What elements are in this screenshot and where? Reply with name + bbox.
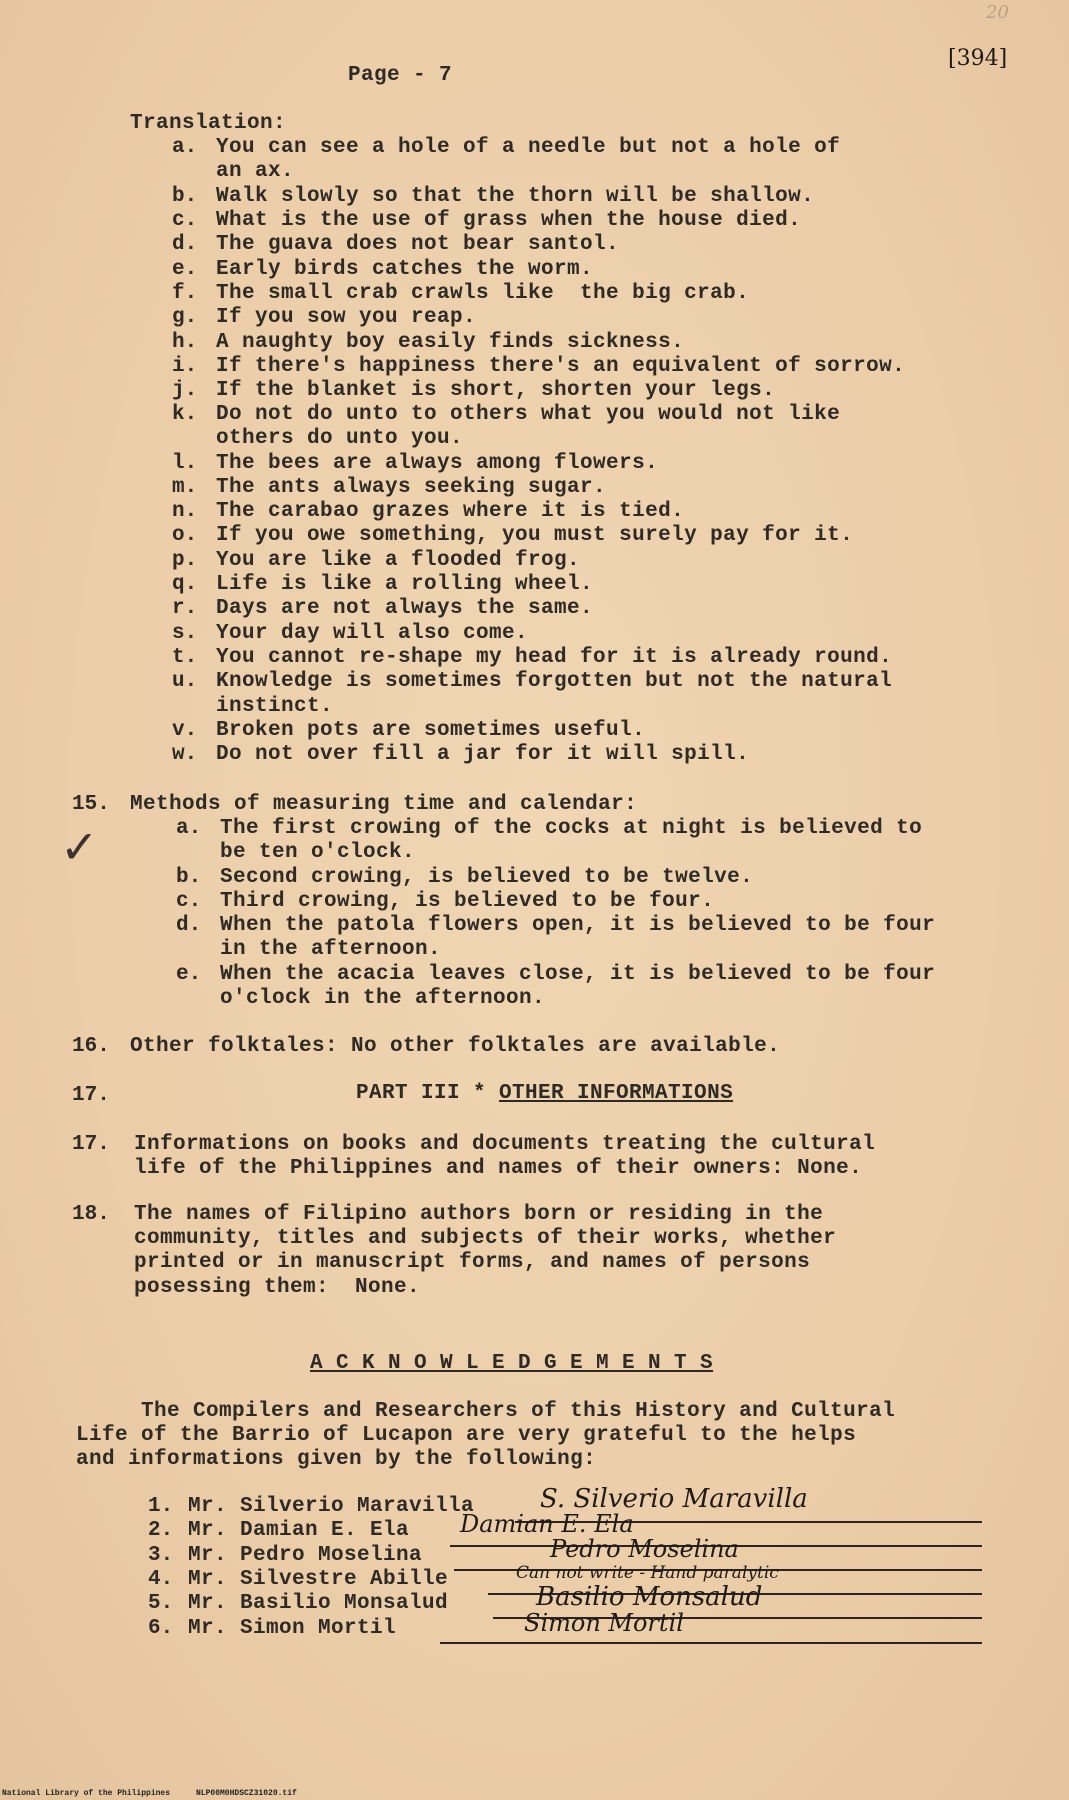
list-item-letter: p.	[172, 549, 198, 572]
list-item: Do not over fill a jar for it will spill.	[216, 743, 750, 766]
contributor-name: Mr. Damian E. Ela	[188, 1519, 410, 1542]
list-item: If there's happiness there's an equivalent of sorrow.	[216, 355, 906, 378]
signature: Can not write - Hand paralytic	[516, 1563, 779, 1583]
list-item-letter: c.	[172, 209, 198, 232]
section-number: 18.	[72, 1203, 110, 1226]
list-item-letter: t.	[172, 646, 198, 669]
list-item: When the patola flowers open, it is believed to be four	[220, 914, 936, 937]
list-item-letter: v.	[172, 719, 198, 742]
contributor-number: 2.	[148, 1519, 174, 1542]
list-item-letter: h.	[172, 331, 198, 354]
acknowledgements-title: A C K N O W L E D G E M E N T S	[310, 1352, 714, 1375]
section-16-text: Other folktales: No other folktales are available.	[130, 1035, 781, 1058]
acknowledgements-line: Life of the Barrio of Lucapon are very grateful to the helps	[76, 1424, 857, 1447]
section-18-line: community, titles and subjects of their works, whether	[134, 1227, 837, 1250]
list-item-letter: w.	[172, 743, 198, 766]
corner-scribble: 20	[986, 2, 1009, 23]
list-item: Early birds catches the worm.	[216, 258, 594, 281]
section-18-line: The names of Filipino authors born or residing in the	[134, 1203, 824, 1226]
page-title: Page - 7	[348, 64, 453, 87]
list-item-letter: a.	[176, 817, 202, 840]
list-item-letter: i.	[172, 355, 198, 378]
list-item-letter: b.	[172, 185, 198, 208]
list-item: Second crowing, is believed to be twelve.	[220, 866, 754, 889]
list-item: The guava does not bear santol.	[216, 233, 620, 256]
part-heading	[356, 1082, 733, 1106]
signature: Damian E. Ela	[460, 1510, 634, 1538]
list-item: Days are not always the same.	[216, 597, 594, 620]
section-number: 16.	[72, 1035, 110, 1058]
section-17-line: life of the Philippines and names of their owners: None.	[134, 1157, 863, 1180]
contributor-number: 6.	[148, 1617, 174, 1640]
signature-line	[440, 1642, 982, 1644]
list-item-letter: u.	[172, 670, 198, 693]
footer-filename: NLP00M0HDSCZ31020.tif	[196, 1789, 297, 1798]
list-item: instinct.	[216, 695, 334, 718]
contributor-name: Mr. Silvestre Abille	[188, 1568, 449, 1591]
list-item-letter: e.	[176, 963, 202, 986]
list-item-letter: l.	[172, 452, 198, 475]
list-item: Walk slowly so that the thorn will be shallow.	[216, 185, 815, 208]
signature: S. Silverio Maravilla	[540, 1484, 808, 1514]
section-17-line: Informations on books and documents treating the cultural	[134, 1133, 876, 1156]
list-item: o'clock in the afternoon.	[220, 987, 546, 1010]
signature: Simon Mortil	[524, 1609, 684, 1637]
list-item-letter: c.	[176, 890, 202, 913]
contributor-number: 3.	[148, 1544, 174, 1567]
list-item: Your day will also come.	[216, 622, 529, 645]
list-item-letter: q.	[172, 573, 198, 596]
list-item-letter: m.	[172, 476, 198, 499]
section-heading: Methods of measuring time and calendar:	[130, 793, 638, 816]
list-item: Third crowing, is believed to be four.	[220, 890, 715, 913]
list-item: be ten o'clock.	[220, 841, 416, 864]
contributor-number: 1.	[148, 1495, 174, 1518]
part-title: OTHER INFORMATIONS	[499, 1082, 734, 1105]
list-item: If you owe something, you must surely pay for it.	[216, 524, 854, 547]
section-number: 15.	[72, 793, 110, 816]
footer-library: National Library of the Philippines	[2, 1789, 171, 1798]
signature: Basilio Monsalud	[536, 1582, 763, 1612]
page-reference-mark: [394]	[948, 46, 1008, 71]
list-item: Do not do unto to others what you would not like	[216, 403, 841, 426]
section-number: 17.	[72, 1084, 110, 1107]
list-item: You are like a flooded frog.	[216, 549, 581, 572]
list-item: The carabao grazes where it is tied.	[216, 500, 685, 523]
contributor-number: 5.	[148, 1592, 174, 1615]
list-item: The bees are always among flowers.	[216, 452, 659, 475]
list-item-letter: k.	[172, 403, 198, 426]
list-item-letter: d.	[172, 233, 198, 256]
list-item: A naughty boy easily finds sickness.	[216, 331, 685, 354]
list-item-letter: s.	[172, 622, 198, 645]
list-item-letter: a.	[172, 136, 198, 159]
list-item: When the acacia leaves close, it is believed to be four	[220, 963, 936, 986]
acknowledgements-line: The Compilers and Researchers of this History and Cultural	[76, 1400, 896, 1423]
list-item: If you sow you reap.	[216, 306, 477, 329]
list-item-letter: f.	[172, 282, 198, 305]
list-item: You cannot re-shape my head for it is already round.	[216, 646, 893, 669]
list-item-letter: o.	[172, 524, 198, 547]
section-18-line: posessing them: None.	[134, 1276, 421, 1299]
list-item: Life is like a rolling wheel.	[216, 573, 594, 596]
list-item-letter: r.	[172, 597, 198, 620]
list-item-letter: b.	[176, 866, 202, 889]
list-item: in the afternoon.	[220, 938, 442, 961]
list-item: What is the use of grass when the house died.	[216, 209, 802, 232]
part-label: PART III *	[356, 1082, 500, 1105]
list-item: The ants always seeking sugar.	[216, 476, 607, 499]
list-item: Knowledge is sometimes forgotten but not the natural	[216, 670, 893, 693]
contributor-name: Mr. Pedro Moselina	[188, 1544, 423, 1567]
list-item: Broken pots are sometimes useful.	[216, 719, 646, 742]
list-item-letter: e.	[172, 258, 198, 281]
section-number: 17.	[72, 1133, 110, 1156]
list-item-letter: j.	[172, 379, 198, 402]
list-item: The first crowing of the cocks at night is believed to	[220, 817, 923, 840]
contributor-name: Mr. Silverio Maravilla	[188, 1495, 475, 1518]
list-item-letter: g.	[172, 306, 198, 329]
contributor-number: 4.	[148, 1568, 174, 1591]
list-item: an ax.	[216, 160, 295, 183]
contributor-name: Mr. Simon Mortil	[188, 1617, 397, 1640]
list-item: others do unto you.	[216, 427, 464, 450]
list-item: The small crab crawls like the big crab.	[216, 282, 750, 305]
check-mark-icon: ✓	[60, 820, 99, 874]
list-item: If the blanket is short, shorten your legs.	[216, 379, 776, 402]
acknowledgements-line: and informations given by the following:	[76, 1448, 597, 1471]
section-18-line: printed or in manuscript forms, and names of persons	[134, 1251, 811, 1274]
list-item-letter: d.	[176, 914, 202, 937]
signature: Pedro Moselina	[550, 1535, 739, 1563]
translation-heading: Translation:	[130, 112, 287, 135]
list-item: You can see a hole of a needle but not a hole of	[216, 136, 841, 159]
contributor-name: Mr. Basilio Monsalud	[188, 1592, 449, 1615]
list-item-letter: n.	[172, 500, 198, 523]
